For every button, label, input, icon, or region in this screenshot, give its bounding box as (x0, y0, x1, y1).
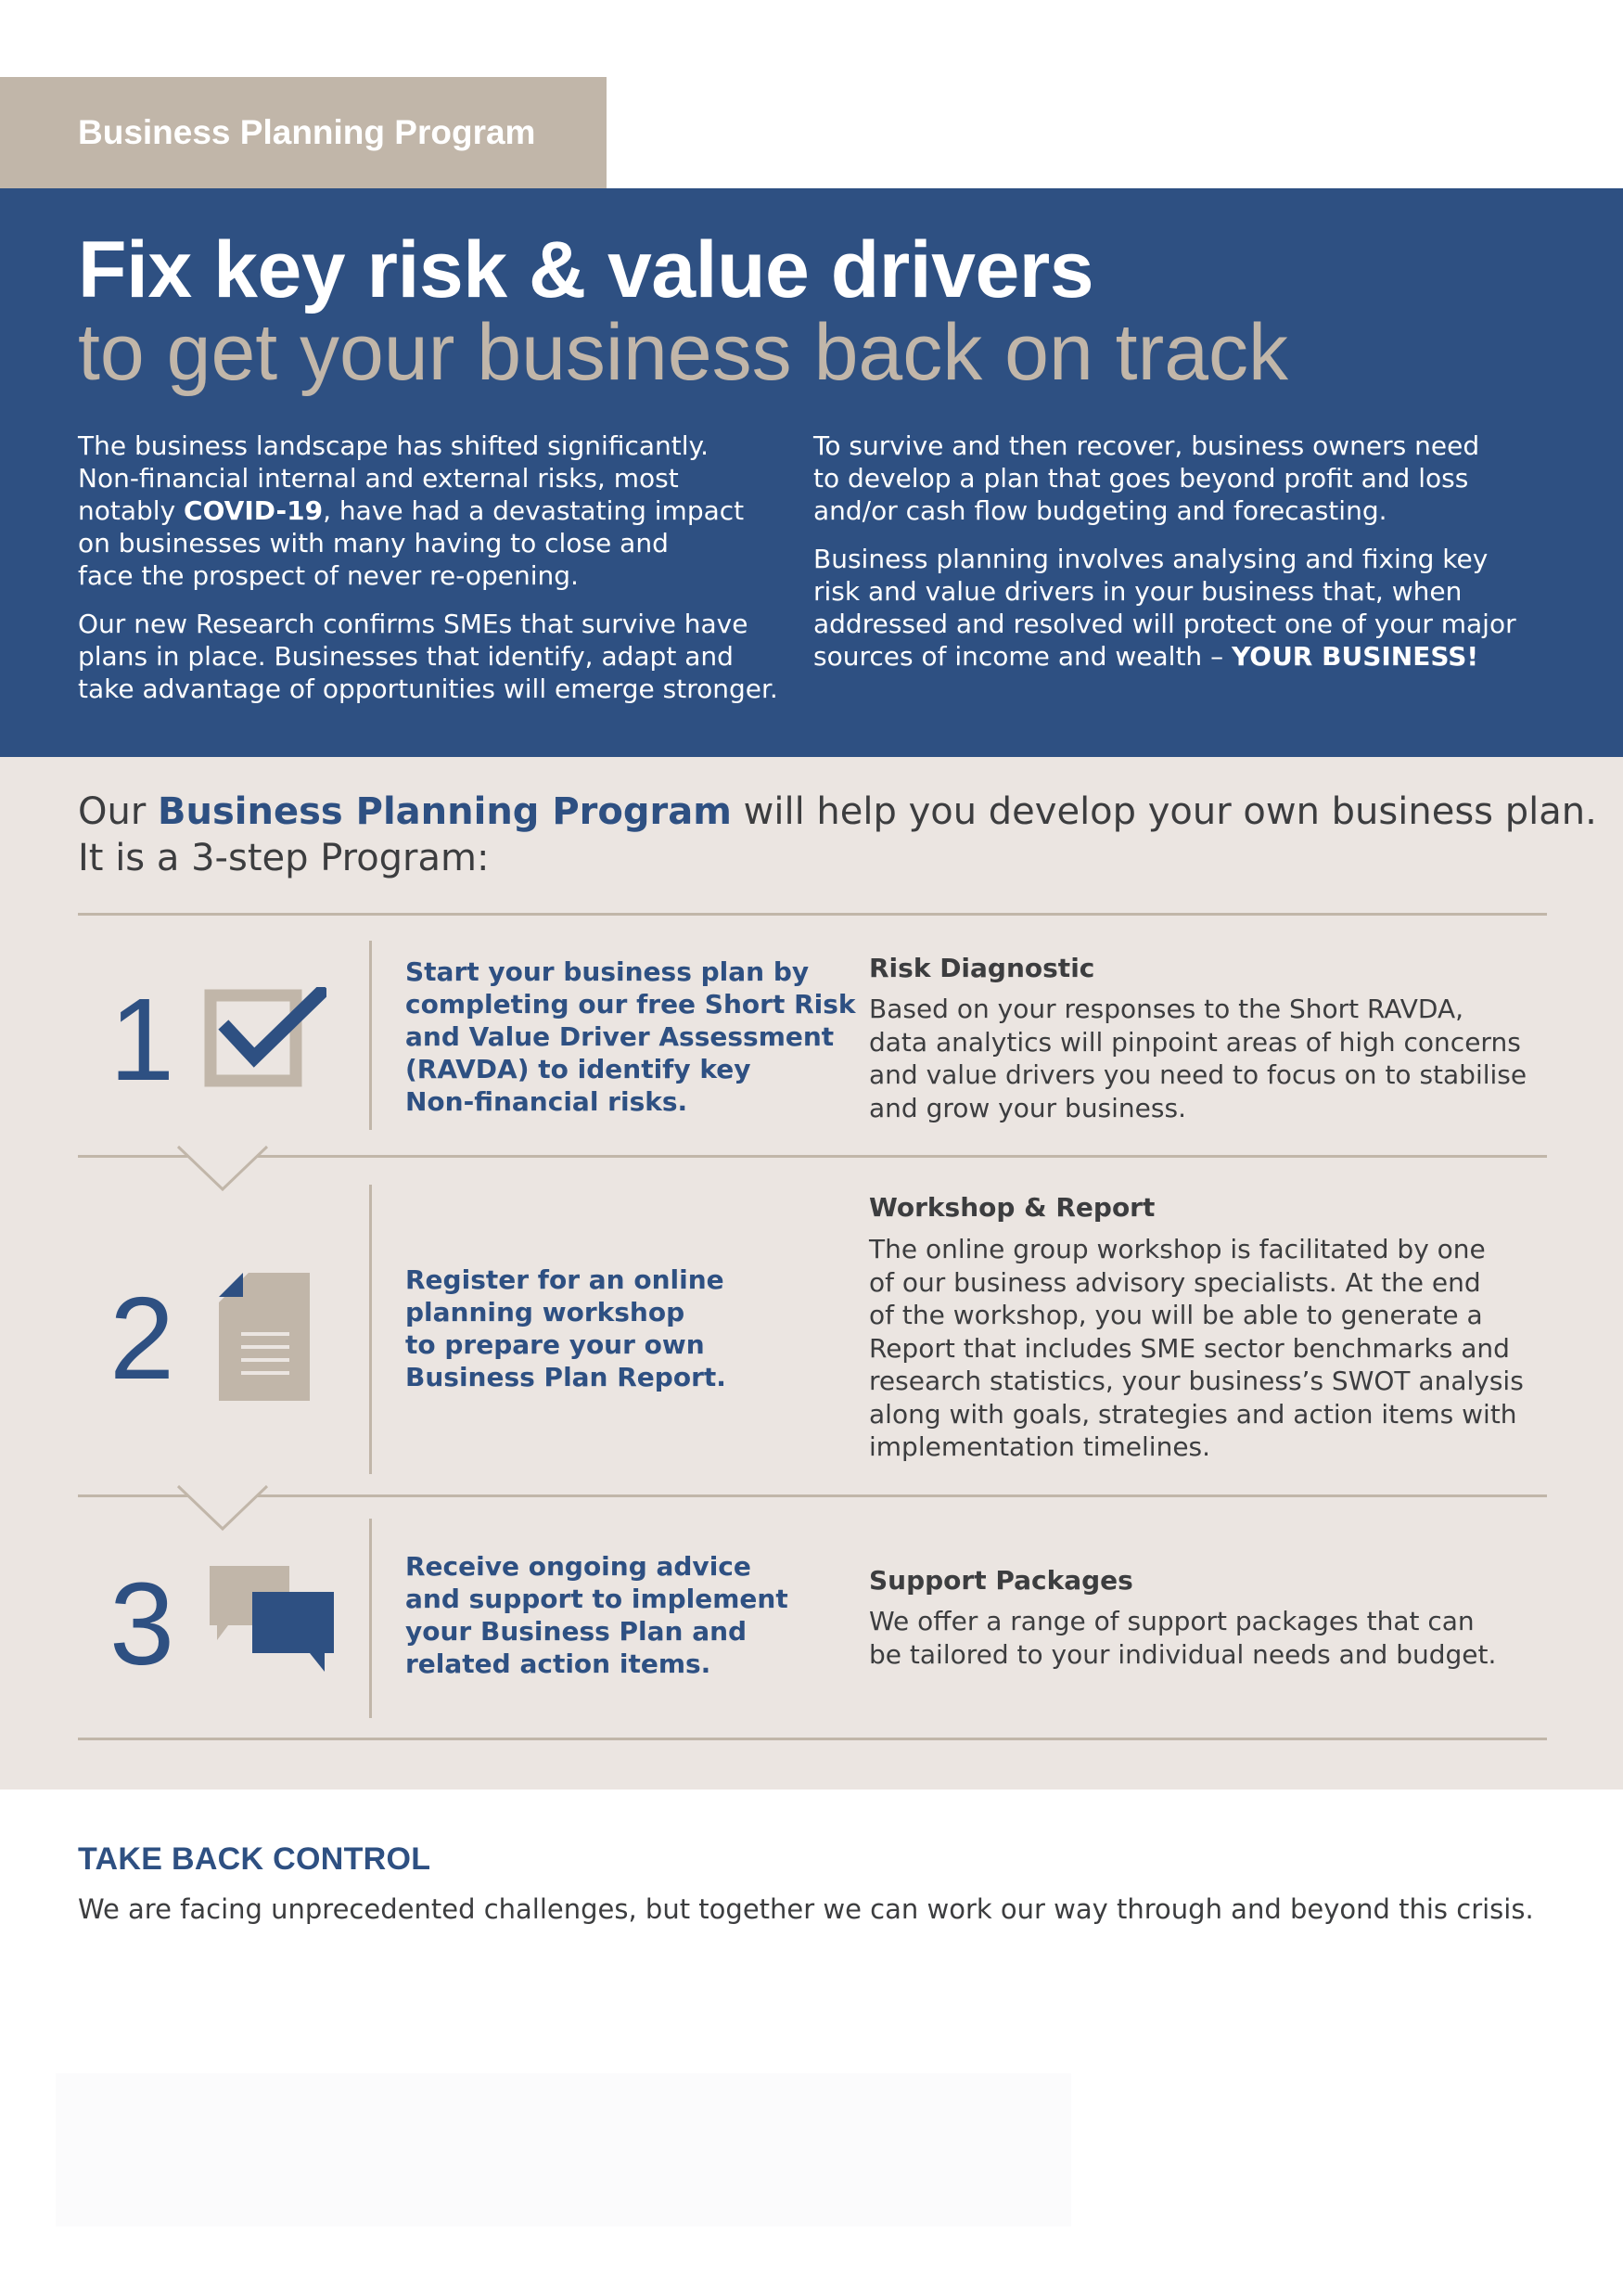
chat-bubbles-icon (208, 1564, 338, 1675)
step-action-text: Start your business plan by completing our free Short Risk and Value Driver Assessment (RAVDA) to identify key Non-financial risks. (405, 956, 856, 1117)
step-description: We offer a range of support packages that can be tailored to your individual needs and budget. (869, 1606, 1497, 1670)
step-separator (369, 941, 372, 1130)
hero-left-paragraph-1: The business landscape has shifted significantly. Non-financial internal and external risks, most notably COVID-19, have had a devastating impact on businesses with many having to close and face the prospect of never re-opening. (78, 430, 745, 591)
your-business-emphasis: YOUR BUSINESS! (1231, 641, 1479, 672)
hero-right-paragraph-1: To survive and then recover, business owners need to develop a plan that goes beyond profit and loss and/or cash flow budgeting and forecasting. (813, 430, 1480, 526)
divider (78, 913, 1547, 916)
step-description: Based on your responses to the Short RAVDA, data analytics will pinpoint areas of high concerns and value drivers you need to focus on to stabilise and grow your business. (869, 994, 1527, 1123)
step-description: The online group workshop is facilitated by one of our business advisory specialists. At the end of the workshop, you will be able to generate a Report that includes SME sector benchmarks and research statistics, your business’s SWOT analysis along with goals, strategies and action items with implementation timelines. (869, 1234, 1524, 1462)
divider (78, 1738, 1547, 1740)
step-title: Workshop & Report (869, 1192, 1156, 1223)
hero-right-column (813, 430, 1546, 688)
checkbox-icon (202, 987, 326, 1091)
step-action-text: Receive ongoing advice and support to implement your Business Plan and related action items. (405, 1551, 788, 1679)
faint-panel (56, 2073, 1071, 2226)
step-number: 3 (109, 1558, 175, 1689)
chevron-down-icon (176, 1484, 269, 1533)
take-back-control-heading: TAKE BACK CONTROL (78, 1841, 431, 1877)
headline-bold: Fix key risk & value drivers (78, 225, 1094, 314)
document-icon (217, 1271, 312, 1403)
divider (78, 1155, 1547, 1158)
hero-left-column (78, 430, 811, 721)
covid-emphasis: COVID-19 (184, 495, 324, 526)
step-title: Support Packages (869, 1565, 1133, 1596)
take-back-control-text: We are facing unprecedented challenges, but together we can work our way through and beyond this crisis. (78, 1893, 1534, 1925)
program-intro: Our Business Planning Program will help you develop your own business plan. It is a 3-step Program: (78, 790, 1597, 879)
step-action-text: Register for an online planning workshop to prepare your own Business Plan Report. (405, 1264, 726, 1392)
hero-right-paragraph-2: Business planning involves analysing and fixing key risk and value drivers in your business that, when addressed and resolved will protect one of your major sources of income and wealth – YOUR BUSINESS! (813, 544, 1516, 672)
step-number: 1 (109, 974, 175, 1105)
step-title: Risk Diagnostic (869, 953, 1095, 983)
headline-light: to get your business back on track (78, 308, 1289, 397)
divider (78, 1494, 1547, 1497)
step-separator (369, 1185, 372, 1474)
program-tag: Business Planning Program (0, 77, 607, 188)
step-separator (369, 1519, 372, 1718)
step-number: 2 (109, 1273, 175, 1404)
chevron-down-icon (176, 1145, 269, 1193)
hero-left-paragraph-2: Our new Research confirms SMEs that survive have plans in place. Businesses that identify, adapt and take advantage of opportunities will emerge stronger. (78, 609, 778, 704)
